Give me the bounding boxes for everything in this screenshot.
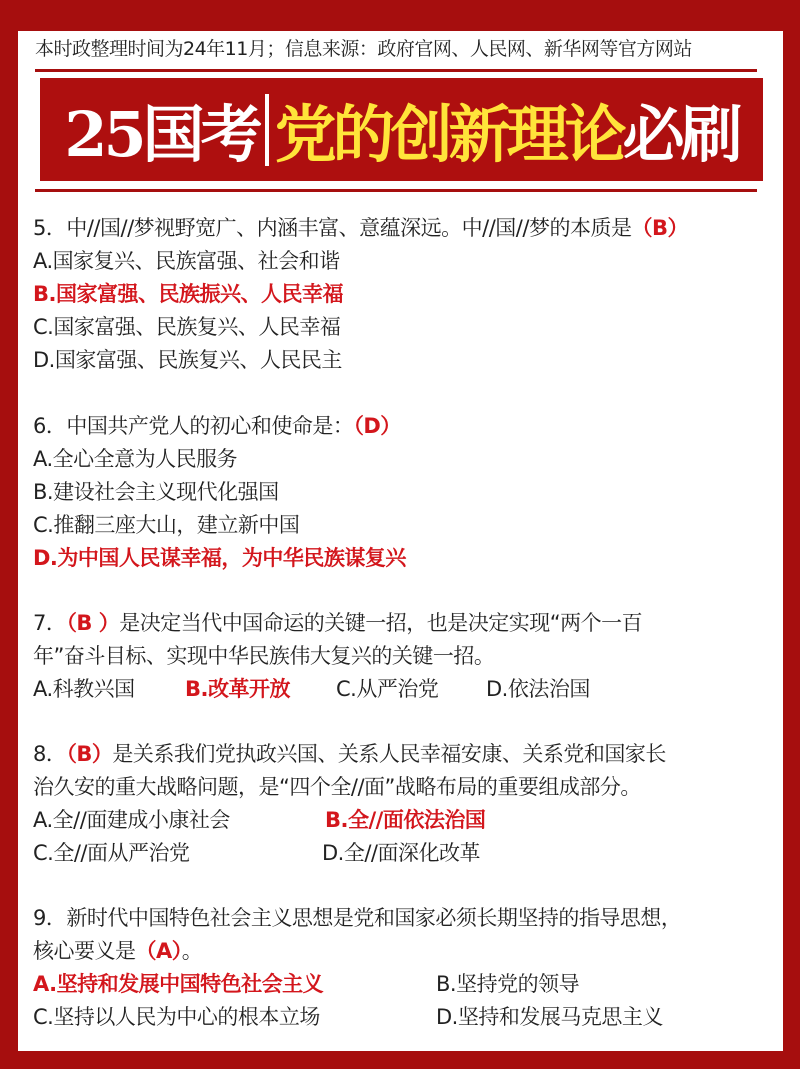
source-note: 本时政整理时间为24年11月；信息来源：政府官网、人民网、新华网等官方网站 xyxy=(35,38,692,60)
question-stem: 治久安的重大战略问题，是“四个全//面”战略布局的重要组成部分。 xyxy=(33,775,641,799)
option: C.推翻三座大山，建立新中国 xyxy=(33,513,300,537)
option: D.坚持和发展马克思主义 xyxy=(436,1005,663,1029)
option: A.国家复兴、民族富强、社会和谐 xyxy=(33,249,340,273)
question-6 xyxy=(33,410,406,575)
question-number: 7． xyxy=(33,611,67,635)
answer: （B ） xyxy=(66,611,120,635)
title-part-2: 党的创新理论 xyxy=(274,98,623,171)
answer: （D） xyxy=(353,414,401,438)
punctuation: 。 xyxy=(181,939,203,963)
title-banner xyxy=(40,78,763,181)
option: C.国家富强、民族复兴、人民幸福 xyxy=(33,315,341,339)
option: A.科教兴国 xyxy=(33,677,135,701)
title-separator xyxy=(265,94,269,166)
question-stem: 是决定当代中国命运的关键一招，也是决定实现“两个一百 xyxy=(119,611,643,635)
question-number: 8． xyxy=(33,742,67,766)
answer: （B） xyxy=(66,742,113,766)
option-correct: D.为中国人民谋幸福，为中华民族谋复兴 xyxy=(33,546,406,570)
answer: （B） xyxy=(631,216,688,240)
option: C.从严治党 xyxy=(336,677,439,701)
option: C.坚持以人民为中心的根本立场 xyxy=(33,1005,320,1029)
question-8 xyxy=(33,738,666,870)
question-stem: 6．中国共产党人的初心和使命是： xyxy=(33,414,354,438)
option: B.建设社会主义现代化强国 xyxy=(33,480,279,504)
question-stem: 5．中//国//梦视野宽广、内涵丰富、意蕴深远。中//国//梦的本质是 xyxy=(33,216,632,240)
option: D.依法治国 xyxy=(486,677,590,701)
option: D.全//面深化改革 xyxy=(322,841,480,865)
question-7 xyxy=(33,607,642,706)
question-stem: 核心要义是 xyxy=(33,939,136,963)
question-stem: 9．新时代中国特色社会主义思想是党和国家必须长期坚持的指导思想， xyxy=(33,906,682,930)
title-part-1: 25国考 xyxy=(64,98,259,171)
option: D.国家富强、民族复兴、人民民主 xyxy=(33,348,342,372)
divider xyxy=(35,69,757,72)
question-stem: 是关系我们党执政兴国、关系人民幸福安康、关系党和国家长 xyxy=(112,742,666,766)
question-9 xyxy=(33,902,681,1034)
option: B.坚持党的领导 xyxy=(436,972,580,996)
option: A.全心全意为人民服务 xyxy=(33,447,238,471)
option: A.全//面建成小康社会 xyxy=(33,808,230,832)
divider xyxy=(35,189,757,192)
option-correct: A.坚持和发展中国特色社会主义 xyxy=(33,972,324,996)
option-correct: B.全//面依法治国 xyxy=(325,808,486,832)
answer: （A） xyxy=(135,939,182,963)
option-correct: B.国家富强、民族振兴、人民幸福 xyxy=(33,282,343,306)
question-stem: 年”奋斗目标、实现中华民族伟大复兴的关键一招。 xyxy=(33,644,495,668)
option: C.全//面从严治党 xyxy=(33,841,190,865)
option-correct: B.改革开放 xyxy=(185,677,290,701)
title-part-3: 必刷 xyxy=(622,98,739,171)
question-5 xyxy=(33,212,688,377)
